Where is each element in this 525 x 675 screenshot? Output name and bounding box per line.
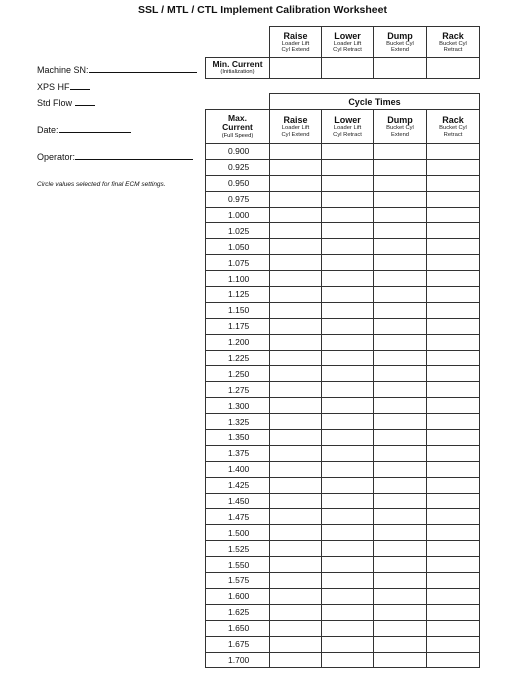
cycle-time-cell-dump[interactable]	[374, 445, 427, 461]
table-row	[206, 271, 480, 287]
cycle-time-cell-rack[interactable]	[427, 461, 480, 477]
cycle-time-cell-rack[interactable]	[427, 445, 480, 461]
cycle-time-cell-lower[interactable]	[322, 652, 374, 668]
table-row	[206, 255, 480, 271]
cycle-time-cell-lower[interactable]	[322, 366, 374, 382]
cycle-time-cell-dump[interactable]	[374, 509, 427, 525]
table-row	[206, 588, 480, 604]
cycle-time-cell-dump[interactable]	[374, 366, 427, 382]
table-row	[206, 334, 480, 350]
table-row	[206, 191, 480, 207]
cycle-time-cell-lower[interactable]	[322, 318, 374, 334]
cycle-time-cell-dump[interactable]	[374, 414, 427, 430]
table-row	[206, 620, 480, 636]
max-current-value[interactable]: 0.975	[206, 191, 270, 207]
cycle-time-cell-rack[interactable]	[427, 318, 480, 334]
std-flow-field[interactable]	[37, 97, 95, 108]
max-current-value[interactable]: 1.150	[206, 302, 270, 318]
cycle-time-cell-dump[interactable]	[374, 461, 427, 477]
max-current-value[interactable]: 1.050	[206, 239, 270, 255]
max-current-header: Max. Current (Full Speed)	[206, 110, 270, 144]
cycle-time-cell-rack[interactable]	[427, 287, 480, 303]
max-current-value[interactable]: 1.350	[206, 430, 270, 446]
operator-label: Operator:	[37, 152, 76, 162]
cycle-time-cell-raise[interactable]	[270, 493, 322, 509]
cycle-time-cell-raise[interactable]	[270, 239, 322, 255]
machine-sn-line[interactable]	[89, 64, 197, 73]
header-rack: Rack Bucket Cyl Retract	[427, 27, 480, 58]
operator-field[interactable]	[37, 151, 193, 162]
table-row	[206, 318, 480, 334]
cycle-time-cell-lower[interactable]	[322, 159, 374, 175]
max-current-value[interactable]: 1.200	[206, 334, 270, 350]
cycle-time-cell-dump[interactable]	[374, 159, 427, 175]
cycle-time-cell-lower[interactable]	[322, 493, 374, 509]
cycle-time-cell-dump[interactable]	[374, 302, 427, 318]
cycle-time-cell-dump[interactable]	[374, 620, 427, 636]
cycle-time-cell-lower[interactable]	[322, 557, 374, 573]
cycle-time-cell-rack[interactable]	[427, 636, 480, 652]
cycle-time-cell-raise[interactable]	[270, 159, 322, 175]
cycle-time-cell-dump[interactable]	[374, 652, 427, 668]
cycle-time-cell-dump[interactable]	[374, 239, 427, 255]
cycle-time-cell-rack[interactable]	[427, 191, 480, 207]
cycle-time-cell-lower[interactable]	[322, 430, 374, 446]
min-current-label: Min. Current (Initialization)	[206, 58, 270, 79]
table-row	[206, 509, 480, 525]
min-current-cell[interactable]	[427, 58, 480, 79]
table-row	[206, 302, 480, 318]
cycle-time-cell-dump[interactable]	[374, 557, 427, 573]
max-current-value[interactable]: 1.700	[206, 652, 270, 668]
cycle-time-cell-raise[interactable]	[270, 175, 322, 191]
cycle-time-cell-dump[interactable]	[374, 573, 427, 589]
cycle-time-cell-rack[interactable]	[427, 541, 480, 557]
table-row	[206, 636, 480, 652]
cycle-time-cell-raise[interactable]	[270, 461, 322, 477]
cycle-time-cell-rack[interactable]	[427, 382, 480, 398]
max-current-value[interactable]: 1.025	[206, 223, 270, 239]
max-current-value[interactable]: 1.500	[206, 525, 270, 541]
cycle-time-cell-dump[interactable]	[374, 350, 427, 366]
cycle-time-cell-dump[interactable]	[374, 318, 427, 334]
cycle-time-cell-rack[interactable]	[427, 255, 480, 271]
table-row	[206, 557, 480, 573]
min-current-table	[205, 26, 480, 79]
max-current-value[interactable]: 1.475	[206, 509, 270, 525]
cycle-time-cell-rack[interactable]	[427, 573, 480, 589]
table-row	[206, 604, 480, 620]
cycle-time-cell-raise[interactable]	[270, 620, 322, 636]
cycle-times-header: Cycle Times	[270, 94, 480, 110]
cycle-time-cell-raise[interactable]	[270, 271, 322, 287]
cycle-time-cell-raise[interactable]	[270, 525, 322, 541]
table-row	[206, 350, 480, 366]
table-row	[206, 461, 480, 477]
table-row	[206, 159, 480, 175]
cycle-time-cell-raise[interactable]	[270, 318, 322, 334]
page-title: SSL / MTL / CTL Implement Calibration Worksheet	[138, 4, 387, 16]
cycle-time-cell-rack[interactable]	[427, 477, 480, 493]
operator-line[interactable]	[75, 151, 193, 160]
cycle-time-cell-raise[interactable]	[270, 366, 322, 382]
date-label: Date:	[37, 125, 59, 135]
cycle-time-cell-rack[interactable]	[427, 557, 480, 573]
cycle-time-cell-rack[interactable]	[427, 144, 480, 160]
cycle-time-cell-rack[interactable]	[427, 350, 480, 366]
header-lower: Lower Loader Lift Cyl Retract	[322, 27, 374, 58]
machine-sn-field[interactable]	[37, 64, 197, 75]
max-current-value[interactable]: 1.000	[206, 207, 270, 223]
cycle-time-cell-lower[interactable]	[322, 477, 374, 493]
std-flow-label: Std Flow	[37, 98, 73, 108]
date-line[interactable]	[59, 124, 131, 133]
max-current-value[interactable]: 1.175	[206, 318, 270, 334]
cycle-time-cell-dump[interactable]	[374, 255, 427, 271]
cycle-time-cell-dump[interactable]	[374, 207, 427, 223]
cycle-time-cell-lower[interactable]	[322, 334, 374, 350]
cycle-time-cell-raise[interactable]	[270, 636, 322, 652]
cycle-time-cell-rack[interactable]	[427, 620, 480, 636]
cycle-time-cell-lower[interactable]	[322, 588, 374, 604]
cycle-time-cell-lower[interactable]	[322, 604, 374, 620]
cycle-time-cell-raise[interactable]	[270, 430, 322, 446]
cycle-time-cell-rack[interactable]	[427, 334, 480, 350]
max-current-value[interactable]: 0.900	[206, 144, 270, 160]
cycle-time-cell-rack[interactable]	[427, 207, 480, 223]
cycle-time-cell-raise[interactable]	[270, 652, 322, 668]
cycle-time-cell-lower[interactable]	[322, 191, 374, 207]
cycle-time-cell-dump[interactable]	[374, 604, 427, 620]
cycle-time-cell-raise[interactable]	[270, 144, 322, 160]
cycle-time-cell-rack[interactable]	[427, 302, 480, 318]
cycle-time-cell-lower[interactable]	[322, 382, 374, 398]
cycle-time-cell-rack[interactable]	[427, 366, 480, 382]
cycle-time-cell-lower[interactable]	[322, 287, 374, 303]
cycle-time-cell-lower[interactable]	[322, 414, 374, 430]
header-raise: Raise Loader Lift Cyl Extend	[270, 27, 322, 58]
cycle-time-cell-lower[interactable]	[322, 509, 374, 525]
cycle-time-cell-lower[interactable]	[322, 350, 374, 366]
max-current-value[interactable]: 1.675	[206, 636, 270, 652]
cycle-time-cell-dump[interactable]	[374, 175, 427, 191]
cycle-time-cell-raise[interactable]	[270, 557, 322, 573]
table-row	[206, 414, 480, 430]
cycle-time-cell-raise[interactable]	[270, 223, 322, 239]
table-row	[206, 144, 480, 160]
cycle-time-cell-lower[interactable]	[322, 255, 374, 271]
header-lower: Lower Loader Lift Cyl Retract	[322, 110, 374, 144]
max-current-value[interactable]: 1.450	[206, 493, 270, 509]
cycle-time-cell-raise[interactable]	[270, 541, 322, 557]
cycle-time-cell-lower[interactable]	[322, 541, 374, 557]
table-row	[206, 445, 480, 461]
max-current-value[interactable]: 1.375	[206, 445, 270, 461]
cycle-times-table	[205, 93, 480, 668]
cycle-time-cell-dump[interactable]	[374, 191, 427, 207]
cycle-time-cell-lower[interactable]	[322, 636, 374, 652]
cycle-time-cell-dump[interactable]	[374, 287, 427, 303]
cycle-time-cell-lower[interactable]	[322, 271, 374, 287]
machine-sn-label: Machine SN:	[37, 65, 89, 75]
cycle-time-cell-rack[interactable]	[427, 588, 480, 604]
cycle-time-cell-rack[interactable]	[427, 509, 480, 525]
max-current-value[interactable]: 1.125	[206, 287, 270, 303]
cycle-time-cell-rack[interactable]	[427, 652, 480, 668]
cycle-time-cell-dump[interactable]	[374, 144, 427, 160]
xps-hf-field[interactable]	[37, 81, 90, 92]
table-row	[206, 239, 480, 255]
max-current-value[interactable]: 1.400	[206, 461, 270, 477]
cycle-time-cell-rack[interactable]	[427, 159, 480, 175]
cycle-time-cell-raise[interactable]	[270, 477, 322, 493]
xps-hf-line[interactable]	[70, 81, 90, 90]
max-current-value[interactable]: 1.600	[206, 588, 270, 604]
cycle-time-cell-dump[interactable]	[374, 636, 427, 652]
max-current-value[interactable]: 1.650	[206, 620, 270, 636]
max-current-value[interactable]: 1.550	[206, 557, 270, 573]
date-field[interactable]	[37, 124, 131, 135]
max-current-value[interactable]: 0.950	[206, 175, 270, 191]
max-current-value[interactable]: 1.075	[206, 255, 270, 271]
max-current-value[interactable]: 1.425	[206, 477, 270, 493]
cycle-time-cell-raise[interactable]	[270, 287, 322, 303]
cycle-time-cell-rack[interactable]	[427, 271, 480, 287]
cycle-time-cell-raise[interactable]	[270, 509, 322, 525]
table-row	[206, 223, 480, 239]
cycle-time-cell-raise[interactable]	[270, 398, 322, 414]
cycle-time-cell-rack[interactable]	[427, 175, 480, 191]
cycle-time-cell-raise[interactable]	[270, 255, 322, 271]
std-flow-line[interactable]	[75, 97, 95, 106]
table-row	[206, 477, 480, 493]
cycle-time-cell-dump[interactable]	[374, 493, 427, 509]
max-current-value[interactable]: 1.525	[206, 541, 270, 557]
min-current-cell[interactable]	[374, 58, 427, 79]
cycle-time-cell-rack[interactable]	[427, 414, 480, 430]
max-current-value[interactable]: 1.250	[206, 366, 270, 382]
header-dump: Dump Bucket Cyl Extend	[374, 27, 427, 58]
table-row	[206, 525, 480, 541]
cycle-time-cell-rack[interactable]	[427, 398, 480, 414]
cycle-time-cell-lower[interactable]	[322, 239, 374, 255]
max-current-value[interactable]: 1.100	[206, 271, 270, 287]
table-row	[206, 430, 480, 446]
cycle-time-cell-dump[interactable]	[374, 430, 427, 446]
header-dump: Dump Bucket Cyl Extend	[374, 110, 427, 144]
cycle-time-cell-lower[interactable]	[322, 175, 374, 191]
cycle-time-cell-rack[interactable]	[427, 223, 480, 239]
table-row	[206, 175, 480, 191]
xps-hf-label: XPS HF	[37, 82, 70, 92]
cycle-time-cell-raise[interactable]	[270, 350, 322, 366]
cycle-time-cell-dump[interactable]	[374, 382, 427, 398]
table-row	[206, 493, 480, 509]
max-current-value[interactable]: 1.625	[206, 604, 270, 620]
cycle-time-cell-dump[interactable]	[374, 541, 427, 557]
cycle-time-cell-raise[interactable]	[270, 445, 322, 461]
table-row	[206, 382, 480, 398]
cycle-time-cell-rack[interactable]	[427, 604, 480, 620]
cycle-time-cell-lower[interactable]	[322, 302, 374, 318]
cycle-time-cell-raise[interactable]	[270, 604, 322, 620]
cycle-time-cell-dump[interactable]	[374, 398, 427, 414]
max-current-value[interactable]: 1.300	[206, 398, 270, 414]
max-current-value[interactable]: 1.275	[206, 382, 270, 398]
max-current-value[interactable]: 0.925	[206, 159, 270, 175]
header-rack: Rack Bucket Cyl Retract	[427, 110, 480, 144]
cycle-time-cell-raise[interactable]	[270, 573, 322, 589]
cycle-time-cell-dump[interactable]	[374, 271, 427, 287]
cycle-time-cell-dump[interactable]	[374, 334, 427, 350]
table-row	[206, 573, 480, 589]
cycle-time-cell-dump[interactable]	[374, 525, 427, 541]
cycle-time-cell-rack[interactable]	[427, 430, 480, 446]
header-raise: Raise Loader Lift Cyl Extend	[270, 110, 322, 144]
max-current-value[interactable]: 1.575	[206, 573, 270, 589]
cycle-time-cell-dump[interactable]	[374, 588, 427, 604]
cycle-time-cell-raise[interactable]	[270, 588, 322, 604]
cycle-time-cell-raise[interactable]	[270, 414, 322, 430]
table-row	[206, 652, 480, 668]
cycle-time-cell-rack[interactable]	[427, 525, 480, 541]
max-current-value[interactable]: 1.225	[206, 350, 270, 366]
cycle-time-cell-raise[interactable]	[270, 382, 322, 398]
cycle-time-cell-lower[interactable]	[322, 223, 374, 239]
cycle-time-cell-lower[interactable]	[322, 525, 374, 541]
table-row	[206, 398, 480, 414]
min-current-cell[interactable]	[270, 58, 322, 79]
cycle-time-cell-rack[interactable]	[427, 493, 480, 509]
table-row	[206, 287, 480, 303]
cycle-time-cell-dump[interactable]	[374, 223, 427, 239]
max-current-value[interactable]: 1.325	[206, 414, 270, 430]
cycle-time-cell-rack[interactable]	[427, 239, 480, 255]
cycle-time-cell-lower[interactable]	[322, 398, 374, 414]
instruction-note: Circle values selected for final ECM settings.	[37, 181, 166, 188]
cycle-time-cell-lower[interactable]	[322, 144, 374, 160]
min-current-cell[interactable]	[322, 58, 374, 79]
cycle-time-cell-lower[interactable]	[322, 620, 374, 636]
cycle-time-cell-lower[interactable]	[322, 461, 374, 477]
cycle-time-cell-lower[interactable]	[322, 445, 374, 461]
table-row	[206, 366, 480, 382]
cycle-time-cell-dump[interactable]	[374, 477, 427, 493]
cycle-time-cell-raise[interactable]	[270, 207, 322, 223]
cycle-time-cell-raise[interactable]	[270, 302, 322, 318]
cycle-time-cell-raise[interactable]	[270, 334, 322, 350]
cycle-time-cell-lower[interactable]	[322, 573, 374, 589]
table-row	[206, 541, 480, 557]
table-row	[206, 207, 480, 223]
cycle-time-cell-raise[interactable]	[270, 191, 322, 207]
cycle-time-cell-lower[interactable]	[322, 207, 374, 223]
